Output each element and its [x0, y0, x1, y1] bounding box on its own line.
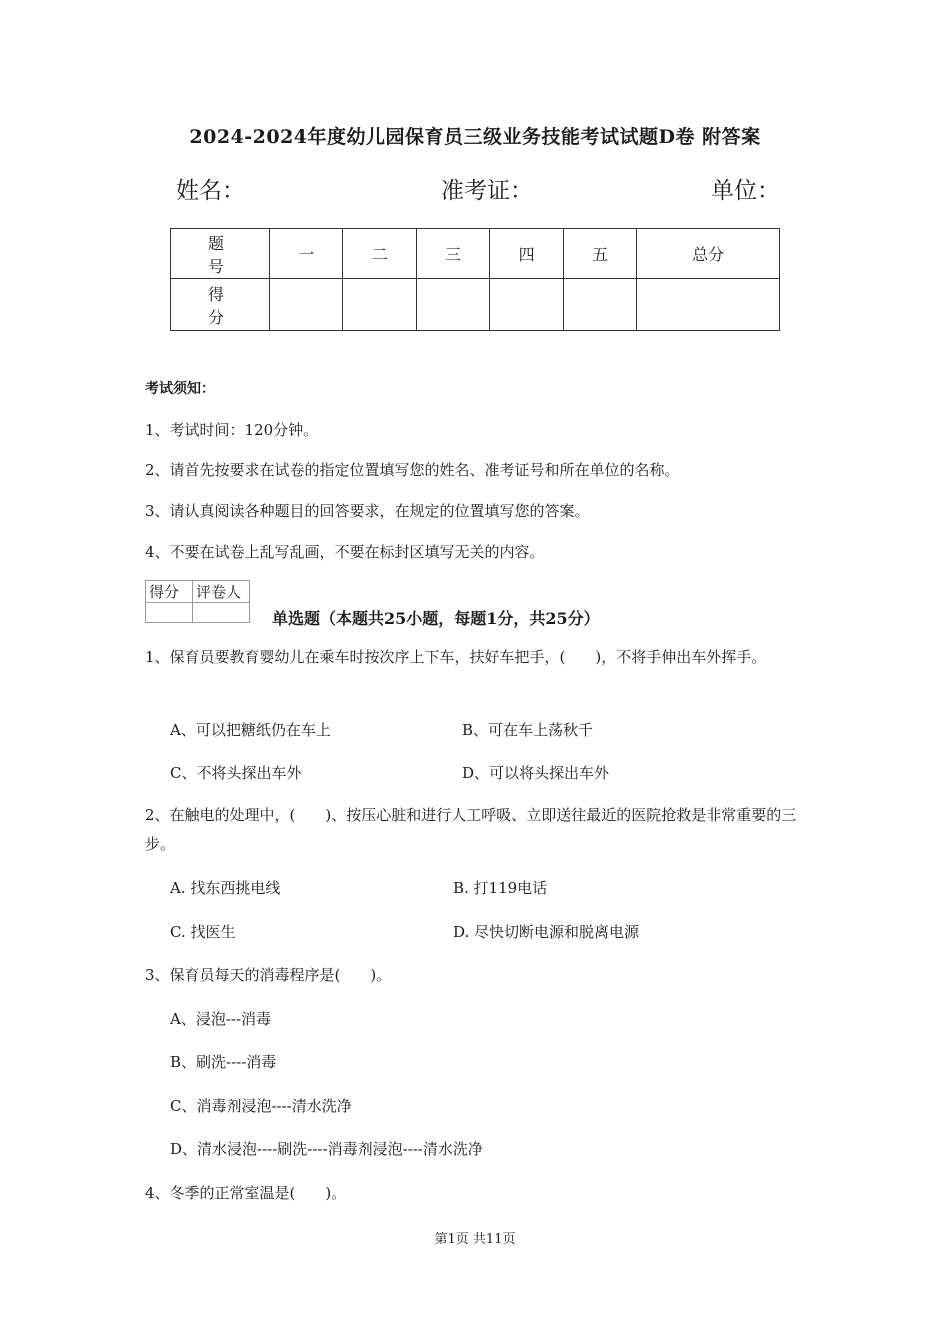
score-table [170, 228, 780, 331]
score-cell-5 [563, 279, 636, 331]
name-label: 姓名： [176, 178, 245, 204]
score-table-label-question: 题 号 [171, 229, 270, 279]
question-4: 4、冬季的正常室温是( )。 [145, 1184, 347, 1202]
score-table-label-score: 得 分 [171, 279, 270, 331]
notice-item: 1、考试时间：120分钟。 [145, 421, 319, 439]
question-1-option-a: A、可以把糖纸仍在车上 [170, 721, 331, 739]
question-3-option-c: C、消毒剂浸泡----清水洗净 [170, 1097, 352, 1115]
score-table-col-total: 总分 [637, 229, 780, 279]
score-table-col-5: 五 [563, 229, 636, 279]
question-1-option-d: D、可以将头探出车外 [462, 764, 610, 782]
question-1-option-b: B、可在车上荡秋千 [462, 721, 594, 739]
question-3-option-d: D、清水浸泡----刷洗----消毒剂浸泡----清水洗净 [170, 1140, 483, 1158]
score-cell-2 [343, 279, 416, 331]
score-table-header-row [171, 229, 780, 279]
score-table-col-3: 三 [416, 229, 489, 279]
question-2-option-c: C. 找医生 [170, 923, 236, 941]
grader-score-label: 得分 [146, 581, 193, 603]
score-cell-1 [270, 279, 343, 331]
page-number: 第1页 共11页 [434, 1232, 516, 1247]
question-2-option-d: D. 尽快切断电源和脱离电源 [453, 923, 640, 941]
score-cell-3 [416, 279, 489, 331]
question-1-option-c: C、不将头探出车外 [170, 764, 302, 782]
notice-item: 4、不要在试卷上乱写乱画，不要在标封区填写无关的内容。 [145, 543, 545, 561]
question-3: 3、保育员每天的消毒程序是( )。 [145, 966, 392, 984]
score-table-col-2: 二 [343, 229, 416, 279]
notice-item: 3、请认真阅读各种题目的回答要求，在规定的位置填写您的答案。 [145, 502, 590, 520]
question-1: 1、保育员要教育婴幼儿在乘车时按次序上下车，扶好车把手，( )，不将手伸出车外挥手。 [145, 648, 767, 666]
question-2-option-b: B. 打119电话 [453, 879, 548, 897]
grader-name-label: 评卷人 [193, 581, 250, 603]
grader-score-cell [146, 603, 193, 623]
section-title: 单选题（本题共25小题，每题1分，共25分） [272, 609, 600, 628]
exam-title: 2024-2024年度幼儿园保育员三级业务技能考试试题D卷 附答案 [189, 126, 761, 148]
score-cell-total [637, 279, 780, 331]
score-table-col-4: 四 [490, 229, 563, 279]
unit-label: 单位： [711, 178, 780, 204]
score-cell-4 [490, 279, 563, 331]
exam-id-label: 准考证： [441, 178, 533, 204]
grader-box [145, 580, 250, 623]
notice-title: 考试须知： [145, 381, 215, 397]
score-table-col-1: 一 [270, 229, 343, 279]
question-2: 2、在触电的处理中，( )、按压心脏和进行人工呼吸、立即送往最近的医院抢救是非常重要的三步。 [145, 806, 797, 853]
notice-item: 2、请首先按要求在试卷的指定位置填写您的姓名、准考证号和所在单位的名称。 [145, 461, 680, 479]
question-3-option-a: A、浸泡---消毒 [170, 1010, 272, 1028]
question-3-option-b: B、刷洗----消毒 [170, 1053, 277, 1071]
score-table-score-row [171, 279, 780, 331]
grader-name-cell [193, 603, 250, 623]
question-2-option-a: A. 找东西挑电线 [170, 879, 281, 897]
